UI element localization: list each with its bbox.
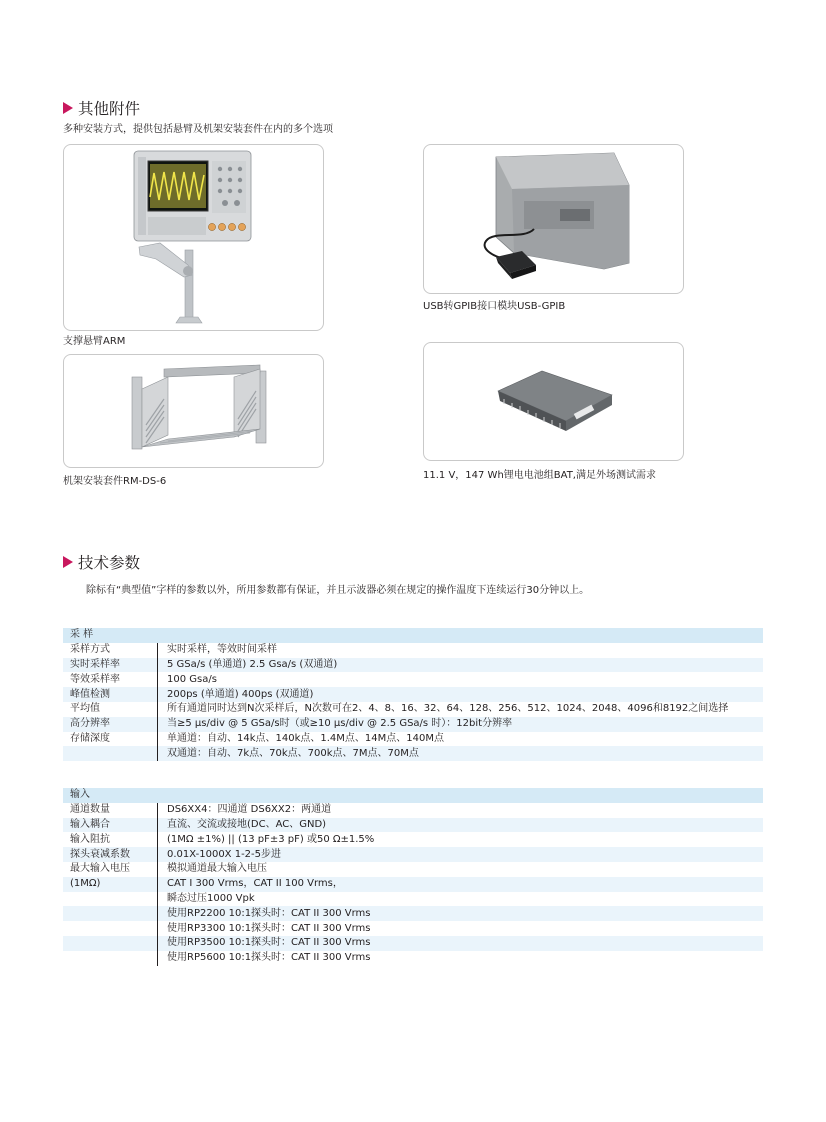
caption-usb-gpib: USB转GPIB接口模块USB-GPIB	[423, 301, 566, 312]
accessory-card-arm	[63, 144, 324, 331]
spec-key: 输入阻抗	[70, 833, 110, 845]
table-row	[63, 818, 763, 833]
table-row	[63, 847, 763, 862]
accessories-title-text: 其他附件	[78, 100, 141, 118]
section-triangle-icon	[63, 556, 73, 568]
spec-value: 瞬态过压1000 Vpk	[158, 892, 764, 907]
spec-value: 5 GSa/s (单通道) 2.5 Gsa/s (双通道)	[158, 658, 764, 673]
spec-value: 0.01X-1000X 1-2-5步进	[158, 847, 764, 862]
table-row	[63, 672, 763, 687]
table-row	[63, 906, 763, 921]
spec-value: (1MΩ ±1%) || (13 pF±3 pF) 或50 Ω±1.5%	[158, 832, 764, 847]
table-row	[63, 951, 763, 966]
table-row	[63, 936, 763, 951]
spec-value: 使用RP5600 10:1探头时：CAT II 300 Vrms	[158, 951, 764, 966]
spec-value: 使用RP3300 10:1探头时：CAT II 300 Vrms	[158, 921, 764, 936]
caption-rack-mount: 机架安装套件RM-DS-6	[63, 476, 167, 487]
spec-key: 等效采样率	[70, 673, 120, 685]
table-row	[63, 702, 763, 717]
table-row	[63, 862, 763, 877]
accessory-card-usb-gpib	[423, 144, 684, 294]
spec-key: 峰值检测	[63, 687, 158, 702]
spec-key: (1MΩ)	[63, 877, 158, 892]
spec-key: 高分辨率	[63, 717, 158, 732]
spec-value: 直流、交流或接地(DC、AC、GND)	[158, 818, 764, 833]
caption-battery: 11.1 V，147 Wh锂电电池组BAT,满足外场测试需求	[423, 470, 656, 481]
spec-key: 输入耦合	[63, 818, 158, 833]
input-spec-table	[63, 788, 763, 966]
spec-key: 最大输入电压	[70, 863, 130, 875]
table-row	[63, 746, 763, 761]
table-row	[63, 892, 763, 907]
table-row	[63, 921, 763, 936]
spec-value: 双通道：自动、7k点、70k点、700k点、7M点、70M点	[158, 746, 764, 761]
spec-key	[63, 746, 158, 761]
specs-title-text: 技术参数	[78, 554, 141, 572]
spec-key	[63, 892, 158, 907]
spec-value: 100 Gsa/s	[158, 672, 764, 687]
spec-value: 所有通道同时达到N次采样后，N次数可在2、4、8、16、32、64、128、256、512、1024、2048、4096和8192之间选择	[158, 702, 764, 717]
table-header-row	[63, 788, 763, 803]
table-header-row	[63, 628, 763, 643]
table-row	[63, 643, 763, 658]
specs-intro: 除标有“典型值”字样的参数以外，所用参数都有保证，并且示波器必须在规定的操作温度下连续运行30分钟以上。	[86, 585, 590, 596]
spec-value: 使用RP2200 10:1探头时：CAT II 300 Vrms	[158, 906, 764, 921]
input-header: 输入	[63, 788, 763, 803]
battery-pack-image	[424, 343, 683, 460]
spec-key: 通道数量	[70, 804, 110, 816]
spec-key	[63, 906, 158, 921]
table-row	[63, 658, 763, 673]
spec-key	[63, 951, 158, 966]
spec-value: 实时采样，等效时间采样	[158, 643, 764, 658]
spec-key: 探头衰减系数	[63, 847, 158, 862]
sampling-header: 采 样	[63, 628, 763, 643]
spec-key: 采样方式	[70, 644, 110, 656]
table-row	[63, 832, 763, 847]
spec-key: 实时采样率	[63, 658, 158, 673]
spec-key: 存储深度	[70, 732, 110, 744]
sampling-spec-table	[63, 628, 763, 761]
spec-key	[63, 921, 158, 936]
accessories-section-title	[63, 97, 140, 119]
specs-section-title	[63, 551, 140, 573]
accessory-card-battery	[423, 342, 684, 461]
accessories-subtitle: 多种安装方式，提供包括悬臂及机架安装套件在内的多个选项	[63, 124, 333, 135]
spec-key	[63, 936, 158, 951]
spec-value: 模拟通道最大输入电压	[158, 862, 764, 877]
section-triangle-icon	[63, 102, 73, 114]
table-row	[63, 877, 763, 892]
table-row	[63, 717, 763, 732]
table-row	[63, 687, 763, 702]
spec-value: 200ps (单通道) 400ps (双通道)	[158, 687, 764, 702]
spec-value: 当≥5 µs/div @ 5 GSa/s时（或≥10 µs/div @ 2.5 GSa/s 时）：12bit分辨率	[158, 717, 764, 732]
spec-value: 使用RP3500 10:1探头时：CAT II 300 Vrms	[158, 936, 764, 951]
spec-value: CAT I 300 Vrms，CAT II 100 Vrms，	[158, 877, 764, 892]
table-row	[63, 732, 763, 747]
spec-value: 单通道：自动、14k点、140k点、1.4M点、14M点、140M点	[158, 732, 764, 747]
oscilloscope-arm-image	[64, 145, 323, 330]
spec-key: 平均值	[70, 703, 100, 715]
usb-gpib-module-image	[424, 145, 683, 293]
spec-value: DS6XX4：四通道 DS6XX2：两通道	[158, 803, 764, 818]
rack-mount-kit-image	[64, 355, 323, 467]
accessory-card-rack-mount	[63, 354, 324, 468]
caption-arm: 支撑悬臂ARM	[63, 336, 126, 347]
table-row	[63, 803, 763, 818]
